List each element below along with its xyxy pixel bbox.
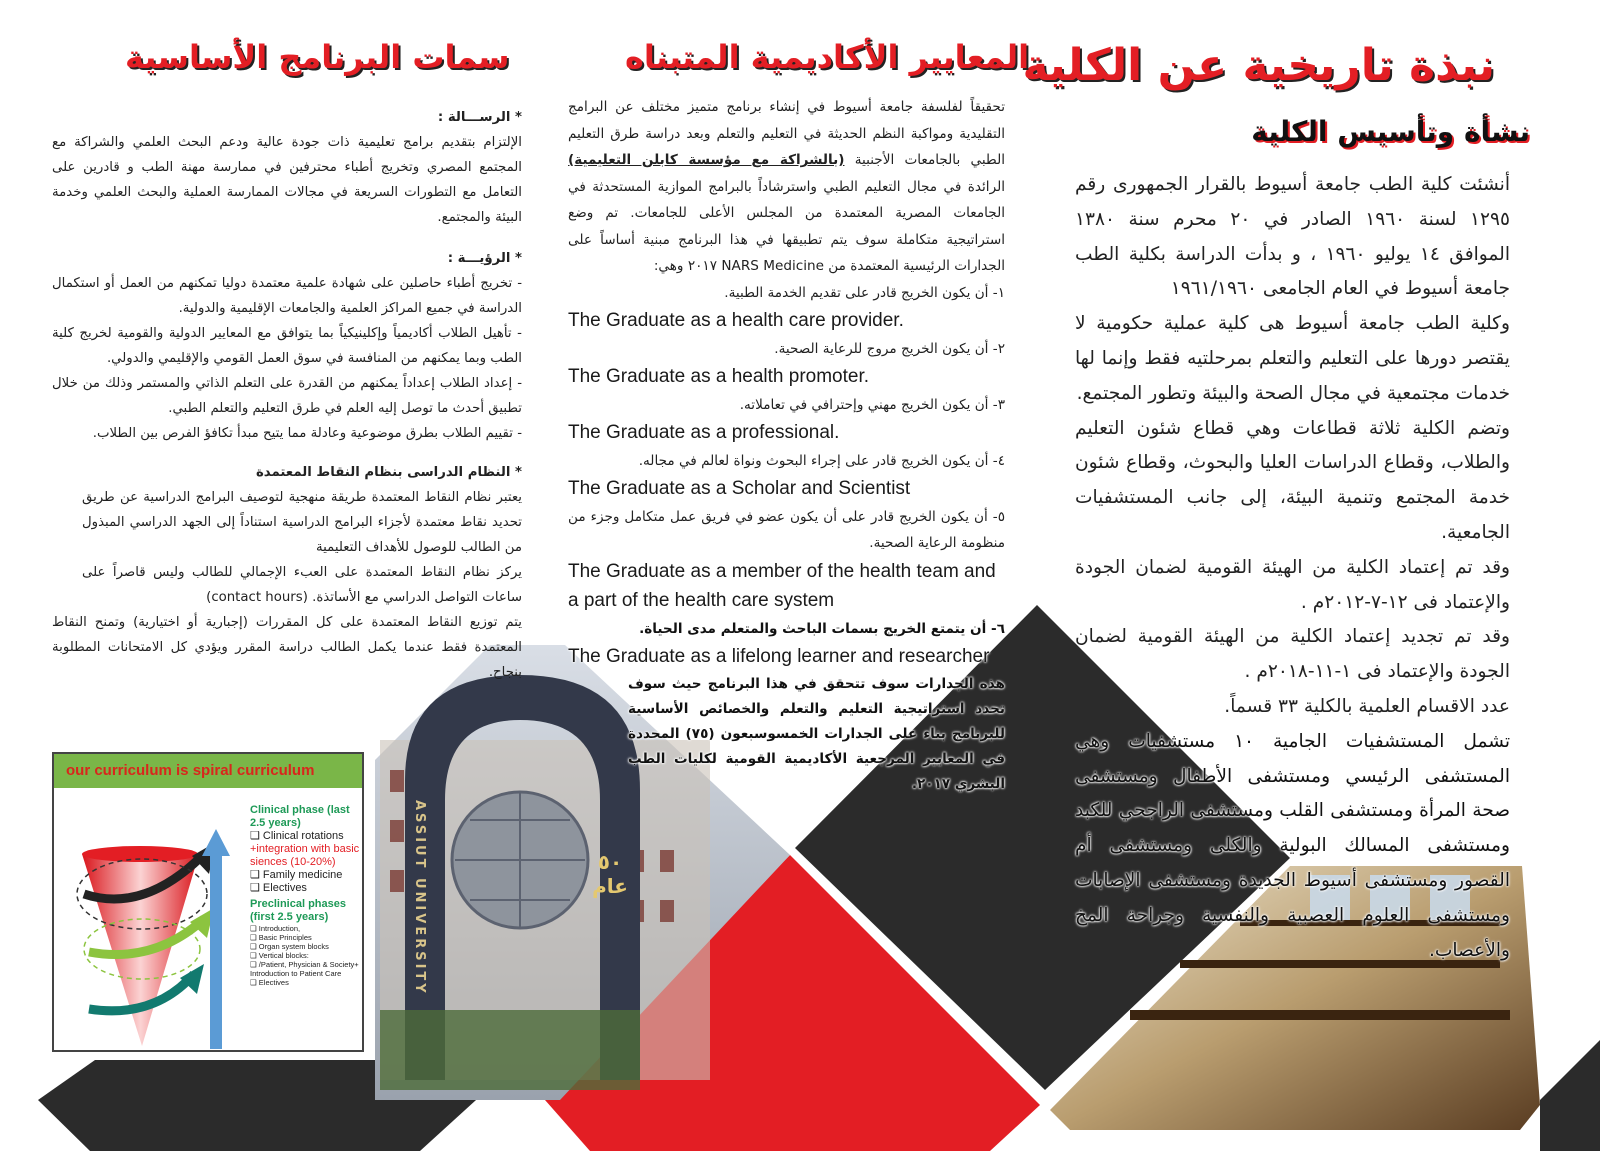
- competency-en: The Graduate as a lifelong learner and researcher: [568, 646, 990, 667]
- clinical-electives: ❑ Electives: [250, 882, 307, 894]
- competency-ar: ٢- أن يكون الخريج مروج للرعاية الصحية.: [774, 340, 1005, 357]
- preclinical-item: ❑ Introduction,: [250, 924, 301, 933]
- vision-item: - تخريج أطباء حاصلين على شهادة علمية معتمدة دوليا تمكنهم من العمل أو استكمال الدراسة في جميع المراكز العلمية والجامعات الإقليمية والدولية.: [52, 276, 522, 316]
- mission-heading: * الرســـالة :: [437, 110, 522, 125]
- competency-en: The Graduate as a health care provider.: [568, 310, 904, 331]
- intro-text-continued: الرائدة في مجال التعليم الطبي واسترشاداً بالبرامج الموازية المستحدثة في الجامعات المصرية المعتمدة من المجلس الأعلى للجامعات. تم وضع استراتيجية متكاملة سوف يتم تطبيقها في هذا البرنامج مبنية أساساً على الجدارات الرئيسية المعتمدة من NARS Medicine ٢٠١٧ وهي:: [568, 178, 1005, 274]
- competency-ar: ٦- أن يتمتع الخريج بسمات الباحث والمتعلم مدى الحياة.: [639, 620, 1005, 637]
- spiral-cone-diagram: [64, 824, 254, 1049]
- mission-text: الإلتزام بتقديم برامج تعليمية ذات جودة عالية ودعم البحث العلمي والشراكة مع المجتمع المصري وتخريج أطباء محترفين في ممارسة مهنة الطب و قادرين على التعامل مع التطورات السريعة في مجالات الممارسة العملية والبحث العلمي وخدمة البيئة والمجتمع.: [52, 135, 522, 225]
- competency-ar: ٥- أن يكون الخريج قادر على أن يكون عضو في فريق عمل متكامل وجزء من منظومة الرعاية الصحية.: [568, 508, 1005, 551]
- credit-heading: * النظام الدراسى بنظام النقاط المعتمدة: [255, 465, 522, 480]
- preclinical-item: ❑ /Patient, Physician & Society+ Introduction to Patient Care: [250, 960, 359, 978]
- preclinical-item: ❑ Electives: [250, 978, 289, 987]
- integration-note: +integration with basic siences (10-20%): [250, 843, 360, 868]
- history-paragraph: وكلية الطب جامعة أسيوط هى كلية عملية حكومية لا يقتصر دورها على التعليم والتعلم بمرحلتيه فقط وإنما لها خدمات مجتمعية في مجال الصحة والبيئة وتطور المجتمع.: [1075, 313, 1510, 404]
- history-paragraph: عدد الاقسام العلمية بالكلية ٣٣ قسماً.: [1224, 695, 1510, 717]
- competency-ar: ٣- أن يكون الخريج مهني وإحترافي في تعاملاته.: [739, 396, 1005, 413]
- curriculum-legend: [250, 804, 360, 987]
- credit-item: يعتبر نظام النقاط المعتمدة طريقة منهجية لتوصيف البرامج الدراسية عن طريق تحديد نقاط معتمدة لأجزاء البرامج الدراسية استناداً إلى الجهد الدراسي المبذول من الطالب للوصول للأهداف التعليمية: [82, 490, 522, 555]
- history-paragraph: وقد تم تجديد إعتماد الكلية من الهيئة القومية لضمان الجودة والإعتماد فى ١-١١-٢٠١٨م .: [1075, 626, 1510, 683]
- curriculum-header: our curriculum is spiral curriculum: [54, 754, 362, 788]
- credit-item: يركز نظام النقاط المعتمدة على العبء الإجمالي للطالب وليس قاصراً على ساعات التواصل الدراسي مع الأساتذة. (contact hours): [82, 565, 522, 605]
- history-paragraph: وتضم الكلية ثلاثة قطاعات وهي قطاع شئون التعليم والطلاب، وقطاع الدراسات العليا والبحوث، وقطاع شئون خدمة المجتمع وتنمية البيئة، إلى جانب المستشفيات الجامعية.: [1075, 417, 1510, 543]
- preclinical-title: Preclinical phases (first 2.5 years): [250, 898, 346, 923]
- anniversary-emblem: ٥٠ عام: [592, 850, 628, 898]
- history-paragraph: أنشئت كلية الطب جامعة أسيوط بالقرار الجمهورى رقم ١٢٩٥ لسنة ١٩٦٠ الصادر في ٢٠ محرم سنة ١٣٨٠ الموافق ١٤ يوليو ١٩٦٠ ، و بدأت الدراسة بكلية الطب جامعة أسيوط في العام الجامعى ١٩٦١/١٩٦٠: [1075, 174, 1510, 300]
- history-title: نبذة تاريخية عن الكلية: [1022, 40, 1495, 91]
- intro-text: تحقيقاً لفلسفة جامعة أسيوط في إنشاء برنامج متميز مختلف عن البرامج التقليدية ومواكبة النظم الحديثة في التعليم والتعلم وبعد دراسة طرق التعليم الطبي بالجامعات الأجنبية: [568, 99, 1005, 168]
- preclinical-item: ❑ Basic Principles: [250, 933, 312, 942]
- competency-en: The Graduate as a member of the health team and a part of the health care system: [568, 560, 996, 611]
- vision-item: - تقييم الطلاب بطرق موضوعية وعادلة مما يتيح مبدأ تكافؤ الفرص بين الطلاب.: [92, 426, 522, 441]
- history-text: [1075, 168, 1510, 968]
- competency-ar: ١- أن يكون الخريج قادر على تقديم الخدمة الطبية.: [724, 284, 1005, 301]
- closing-paragraph: هذه الجدارات سوف تتحقق في هذا البرنامج حيث سوف تحدد استراتيجية التعليم والتعلم والخصائص الأساسية للبرنامج بناء على الجدارات الخمسوسبعون (٧٥) المحددة في المعايير المرجعية الأكاديمية القومية لكليات الطب البشري ٢٠١٧.: [628, 675, 1005, 792]
- competency-en: The Graduate as a health promoter.: [568, 366, 870, 387]
- competency-en: The Graduate as a Scholar and Scientist: [568, 478, 911, 499]
- hospitals-paragraph: تشمل المستشفيات الجامية ١٠ مستشفيات وهي المستشفى الرئيسي ومستشفى الأطفال ومستشفى صحة المرأة ومستشفى القلب ومستشفى الراجحي للكبد ومستشفى المسالك البولية والكلى ومستشفى أم القصور ومستشفى أسيوط الجديدة ومستشفى الإصابات ومستشفى العلوم العصبية والنفسية وجراحة المخ والأعصاب.: [1075, 730, 1510, 961]
- competency-en: The Graduate as a professional.: [568, 422, 840, 443]
- clinical-phase-title: Clinical phase (last 2.5 years): [250, 804, 350, 829]
- kaplan-partnership: (بالشراكة مع مؤسسة كابلن التعليمية): [568, 152, 845, 168]
- founding-subtitle: نشأة وتأسيس الكلية: [1251, 115, 1530, 148]
- intro-paragraph: [568, 94, 1005, 280]
- dark-triangle-right-edge: [1540, 1040, 1600, 1151]
- spiral-curriculum-figure: [52, 752, 364, 1052]
- history-paragraph: وقد تم إعتماد الكلية من الهيئة القومية لضمان الجودة والإعتماد فى ١٢-٧-٢٠١٢م .: [1075, 556, 1510, 613]
- vision-item: - تأهيل الطلاب أكاديمياً وإكلينيكياً بما يتوافق مع المعايير الدولية والقومية لخريج كلية الطب وبما يمكنهم من المنافسة في سوق العمل القومي والإقليمي والدولي.: [52, 326, 522, 366]
- program-features-text: [52, 105, 522, 685]
- vision-heading: * الرؤيـــة :: [447, 251, 522, 266]
- academic-standards-title: المعايير الأكاديمية المتبناه: [625, 38, 1030, 76]
- clinical-rotations: ❑ Clinical rotations: [250, 830, 344, 842]
- competency-ar: ٤- أن يكون الخريج قادر على إجراء البحوث ونواة لعالم في مجاله.: [638, 452, 1005, 469]
- program-features-title: سمات البرنامج الأساسية: [125, 38, 510, 76]
- academic-standards-text: [568, 94, 1005, 797]
- vision-item: - إعداد الطلاب إعداداً يمكنهم من القدرة على التعلم الذاتي والمستمر وذلك من خلال تطبيق أحدث ما توصل إليه العلم في طرق التعليم والتعلم الطبي.: [52, 376, 522, 416]
- preclinical-item: ❑ Vertical blocks:: [250, 951, 309, 960]
- family-medicine: ❑ Family medicine: [250, 869, 343, 881]
- credit-item: يتم توزيع النقاط المعتمدة على كل المقررات (إجبارية أو اختيارية) وتمنح النقاط المعتمدة فقط عندما يكمل الطالب دراسة المقرر ويؤدي كل الامتحانات المطلوبة بنجاح.: [52, 615, 522, 680]
- university-vertical-text: ASSIUT UNIVERSITY: [412, 800, 427, 996]
- preclinical-item: ❑ Organ system blocks: [250, 942, 329, 951]
